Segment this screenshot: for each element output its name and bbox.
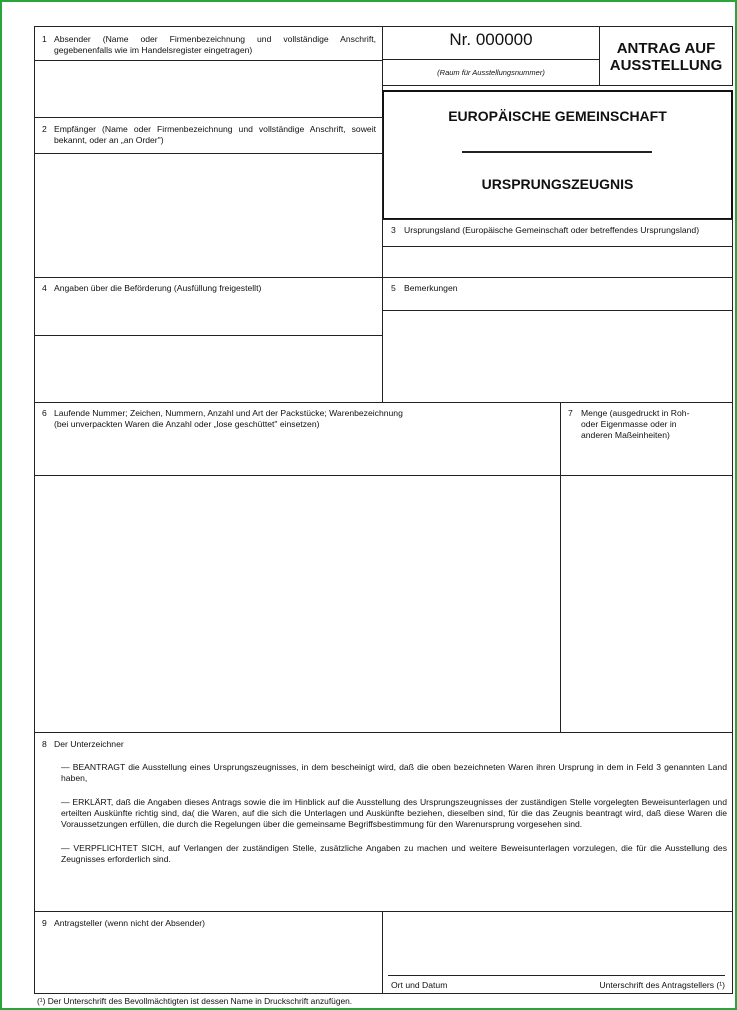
field-8-number: 8 bbox=[42, 739, 47, 749]
field-9-label: Antragsteller (wenn nicht der Absender) bbox=[54, 918, 205, 928]
field-5-number: 5 bbox=[391, 283, 396, 293]
field-1-input-area[interactable] bbox=[35, 61, 382, 117]
field-3-input-area[interactable] bbox=[383, 247, 732, 277]
declaration-erklaert: — ERKLÄRT, daß die Angaben dieses Antrags sowie die im Hinblick auf die Ausstellung des Ursprungszeugnisses der zuständigen Stelle vorgelegten Beweisunterlagen und erteilten Auskünfte richtig sind, da( die Waren, auf die sich die Unterlagen und Auskünfte beziehen, dieselben sind, für die das Zeugnis beantragt wird, daß diese Waren die Voraussetzungen erfüllen, die durch die Regelungen über die gemeinsame Begriffsbestimmung für den Warenursprung vorgesehen sind. bbox=[61, 797, 727, 829]
eg-title: EUROPÄISCHE GEMEINSCHAFT bbox=[448, 108, 667, 124]
antrag-title-line2: AUSSTELLUNG bbox=[609, 57, 723, 74]
signature-bottom-border bbox=[382, 993, 733, 994]
field-2-number: 2 bbox=[42, 124, 47, 134]
ort-datum-label: Ort und Datum bbox=[391, 980, 448, 990]
field-7-label: Menge (ausgedruckt in Roh- oder Eigenmasse oder in anderen Maßeinheiten) bbox=[581, 408, 690, 440]
declaration-verpflichtet: — VERPFLICHTET SICH, auf Verlangen der zuständigen Stelle, zusätzliche Angaben zu machen und weitere Beweisunterlagen vorzulegen, die für die Ausstellung des Zeugnisses erforderlich sind. bbox=[61, 843, 727, 864]
signature-right-border bbox=[732, 911, 733, 994]
declaration-beantragt: — BEANTRAGT die Ausstellung eines Ursprungszeugnisses, in dem bescheinigt wird, daß die oben bezeichneten Waren ihren Ursprung in dem in Feld 3 genannten Land haben, bbox=[61, 762, 727, 783]
field-4-number: 4 bbox=[42, 283, 47, 293]
field-2-input-area[interactable] bbox=[35, 154, 382, 277]
field-5-label: Bemerkungen bbox=[404, 283, 458, 293]
field-8-label: Der Unterzeichner bbox=[54, 739, 124, 749]
antrag-title-line1: ANTRAG AUF bbox=[616, 40, 716, 57]
field-4-label: Angaben über die Beförderung (Ausfüllung freigestellt) bbox=[54, 283, 262, 293]
field-3-number: 3 bbox=[391, 225, 396, 235]
field-6-input-area[interactable] bbox=[35, 476, 560, 732]
field-7-input-area[interactable] bbox=[561, 476, 732, 732]
field-9-number: 9 bbox=[42, 918, 47, 928]
field-1-number: 1 bbox=[42, 34, 47, 44]
unterschrift-label: Unterschrift des Antragstellers (¹) bbox=[599, 980, 725, 990]
field-1-label: Absender (Name oder Firmenbezeichnung und vollständige Anschrift, gegebenenfalls wie im Handelsregister eingetragen) bbox=[54, 34, 376, 55]
certificate-number: Nr. 000000 bbox=[449, 30, 533, 49]
field-7-number: 7 bbox=[568, 408, 573, 418]
doc-title: URSPRUNGSZEUGNIS bbox=[481, 176, 634, 192]
field-9-input-area[interactable] bbox=[35, 931, 382, 993]
signature-input-area[interactable] bbox=[384, 913, 731, 973]
signature-line bbox=[388, 975, 725, 976]
number-caption: (Raum für Ausstellungsnummer) bbox=[437, 68, 545, 77]
title-rule bbox=[462, 151, 652, 153]
field-2-label: Empfänger (Name oder Firmenbezeichnung und vollständige Anschrift, soweit bekannt, oder an „an Order") bbox=[54, 124, 376, 145]
field-3-label: Ursprungsland (Europäische Gemeinschaft oder betreffendes Ursprungsland) bbox=[404, 225, 700, 235]
number-box-divider bbox=[382, 59, 600, 60]
field-6-label: Laufende Nummer; Zeichen, Nummern, Anzahl und Art der Packstücke; Warenbezeichnung bbox=[54, 408, 403, 418]
field-6-label-note: (bei unverpackten Waren die Anzahl oder „lose geschüttet" einsetzen) bbox=[54, 419, 320, 429]
field-4-input-area[interactable] bbox=[35, 295, 382, 402]
footnote: (¹) Der Unterschrift des Bevollmächtigten ist dessen Name in Druckschrift anzufügen. bbox=[37, 996, 353, 1006]
field-5-input-area[interactable] bbox=[383, 311, 732, 402]
field-6-number: 6 bbox=[42, 408, 47, 418]
